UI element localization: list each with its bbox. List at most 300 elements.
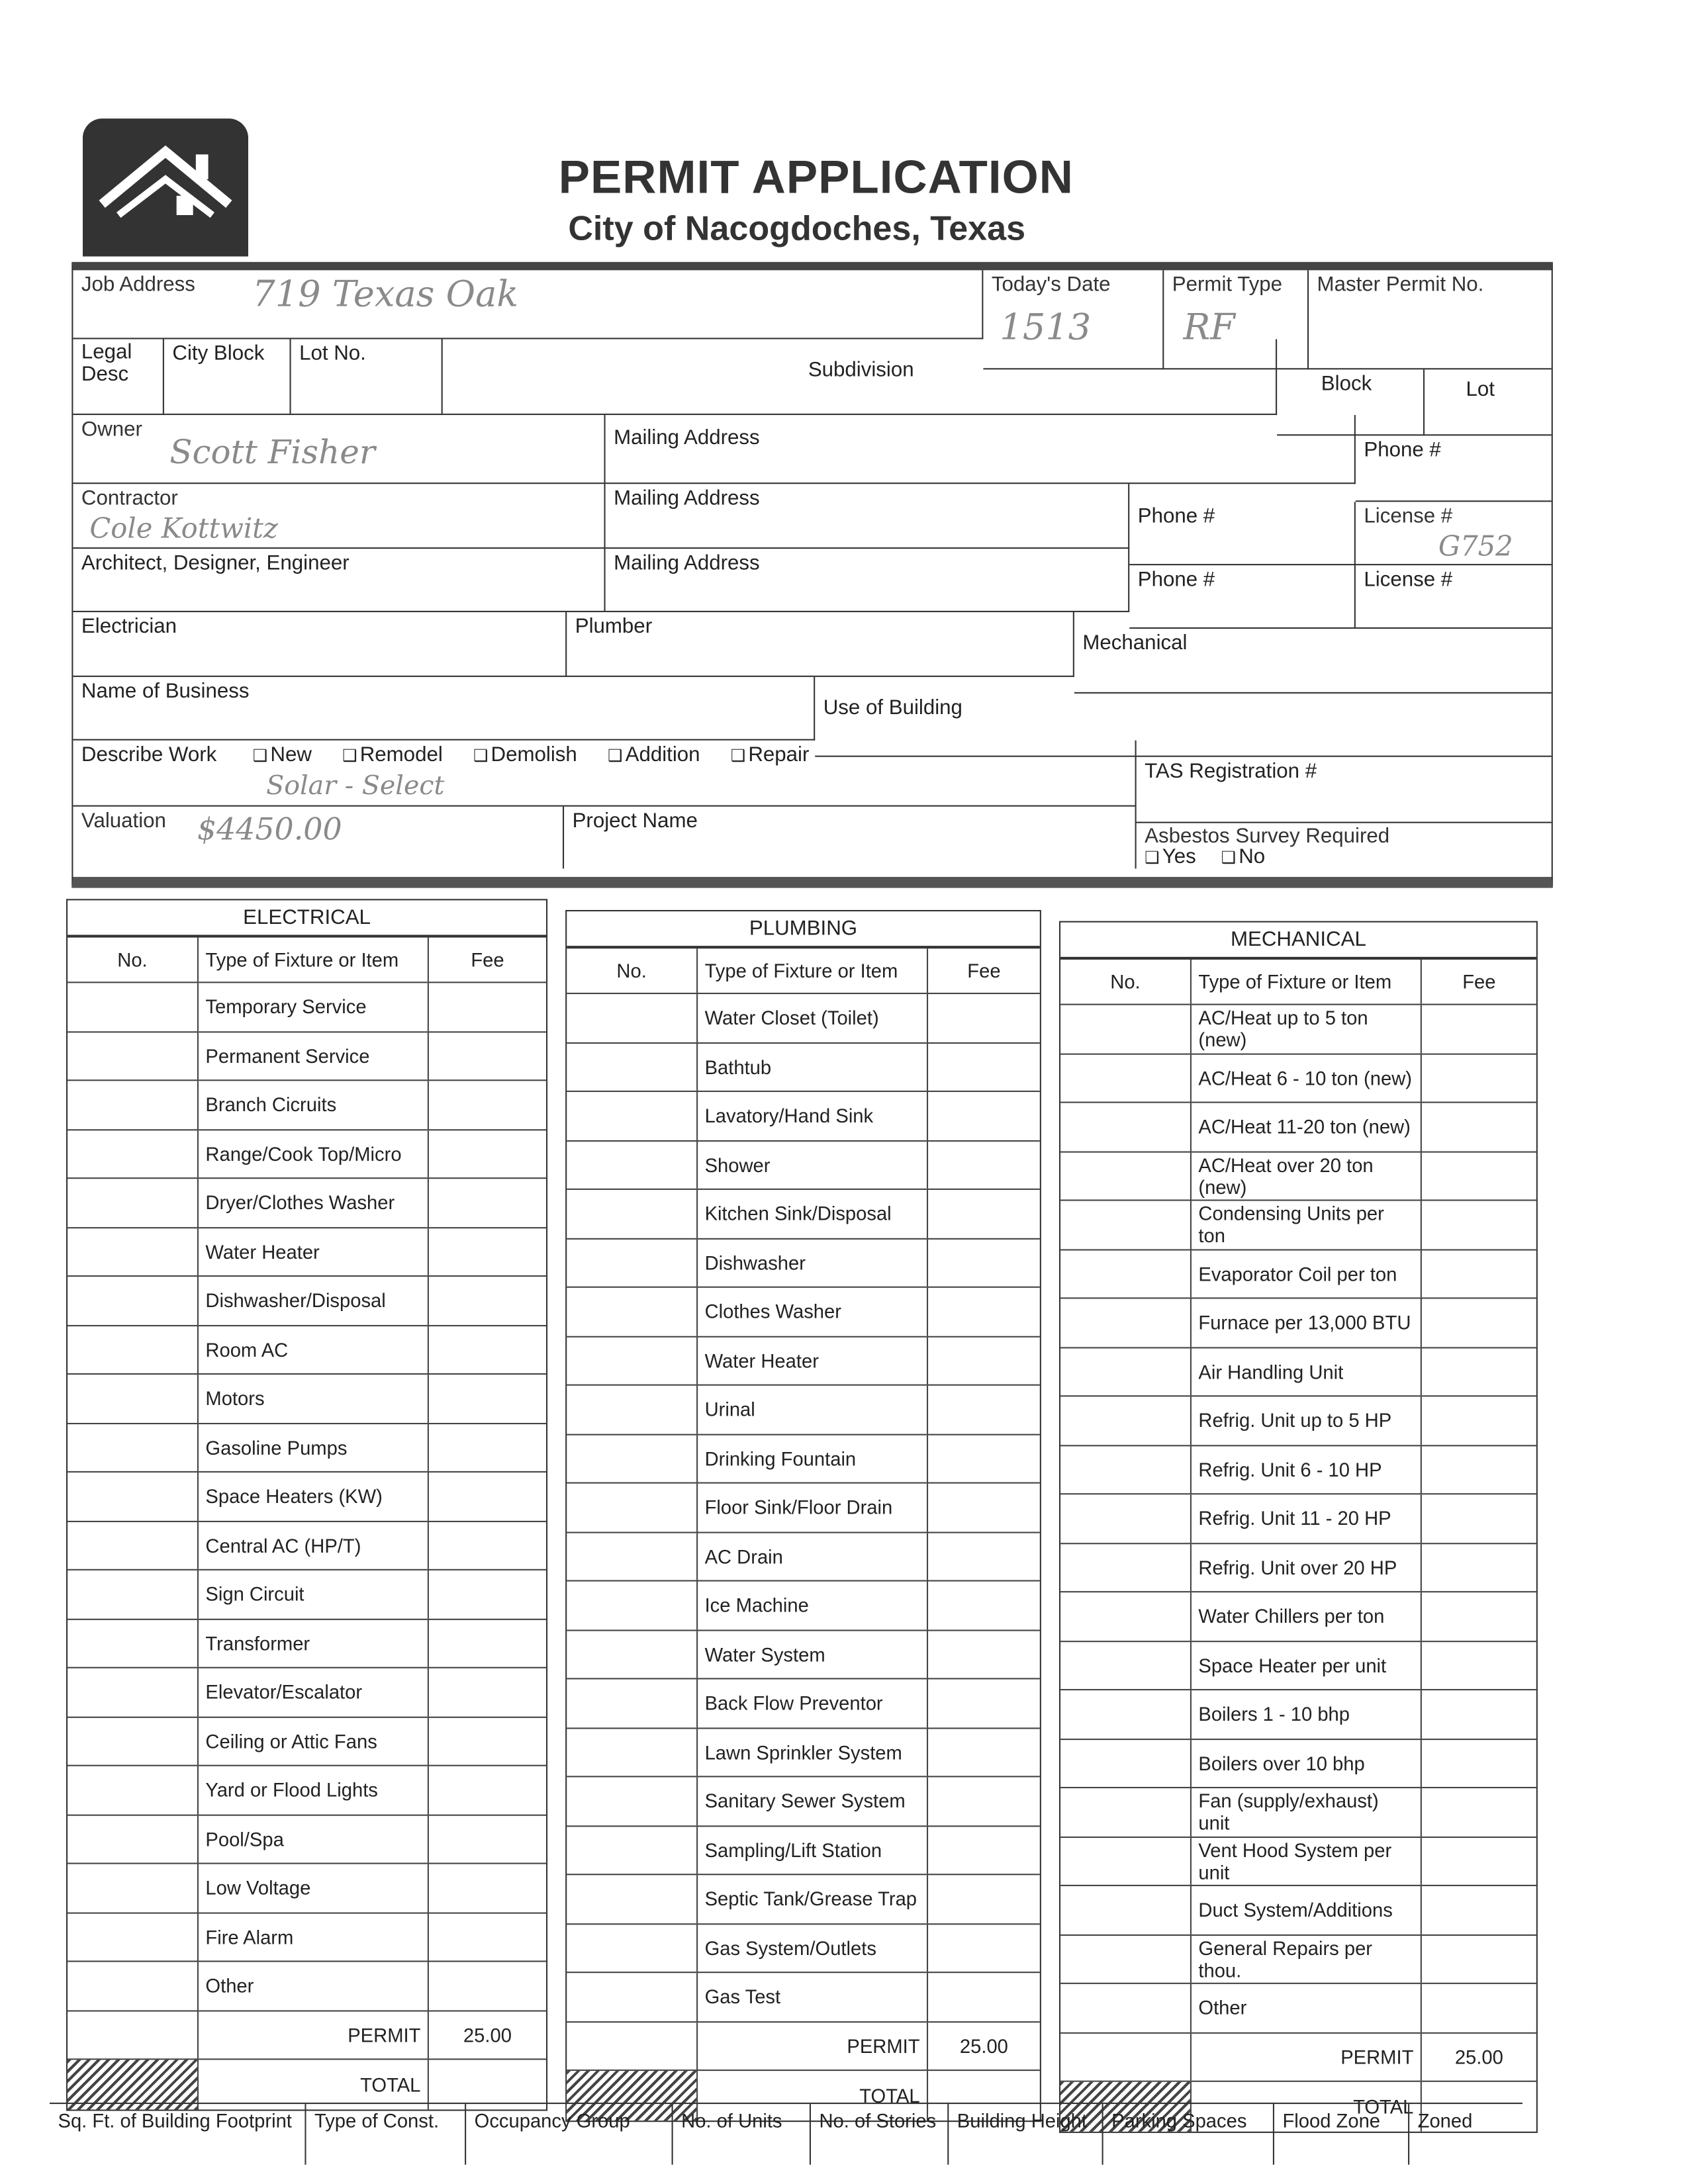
no-of-units-field[interactable]: No. of Units bbox=[673, 2104, 811, 2165]
table-row bbox=[1060, 1837, 1536, 1886]
quantity-cell[interactable] bbox=[1060, 1739, 1192, 1787]
quantity-cell[interactable] bbox=[1060, 1592, 1192, 1640]
col-header-no: No. bbox=[567, 948, 698, 993]
architect-license-field[interactable]: License # bbox=[1356, 565, 1552, 629]
fee-cell[interactable] bbox=[429, 1815, 546, 1863]
quantity-cell[interactable] bbox=[68, 1913, 199, 1961]
quantity-cell[interactable] bbox=[68, 1522, 199, 1569]
quantity-cell[interactable] bbox=[1060, 1298, 1192, 1346]
label: License # bbox=[1364, 504, 1453, 528]
blank-cell bbox=[567, 2022, 698, 2070]
fee-cell[interactable] bbox=[928, 1533, 1040, 1580]
table-row bbox=[1060, 1103, 1536, 1152]
quantity-cell[interactable] bbox=[567, 1288, 698, 1336]
quantity-cell[interactable] bbox=[68, 1815, 199, 1863]
valuation-field[interactable] bbox=[73, 807, 564, 869]
fee-cell[interactable] bbox=[928, 1679, 1040, 1727]
label: Valuation bbox=[81, 809, 166, 833]
item-label: Urinal bbox=[698, 1386, 928, 1433]
quantity-cell[interactable] bbox=[68, 1179, 199, 1226]
quantity-cell[interactable] bbox=[68, 1228, 199, 1275]
quantity-cell[interactable] bbox=[567, 1582, 698, 1629]
fee-cell[interactable] bbox=[429, 1032, 546, 1079]
item-label: Gas System/Outlets bbox=[698, 1924, 928, 1972]
table-row bbox=[68, 1864, 546, 1913]
table-row bbox=[567, 1582, 1040, 1631]
table-row bbox=[68, 1962, 546, 2011]
item-label: Space Heater per unit bbox=[1192, 1641, 1422, 1689]
table-row bbox=[68, 1032, 546, 1081]
quantity-cell[interactable] bbox=[68, 1375, 199, 1422]
remodel-checkbox[interactable]: ❑ Remodel bbox=[342, 743, 443, 766]
quantity-cell[interactable] bbox=[68, 1424, 199, 1471]
quantity-cell[interactable] bbox=[1060, 1347, 1192, 1395]
quantity-cell[interactable] bbox=[567, 1777, 698, 1825]
architect-field[interactable]: Architect, Designer, Engineer bbox=[73, 549, 605, 612]
hatched-cell bbox=[68, 2060, 199, 2109]
item-label: Water Closet (Toilet) bbox=[698, 994, 928, 1042]
type-of-const-field[interactable]: Type of Const. bbox=[306, 2104, 466, 2165]
quantity-cell[interactable] bbox=[1060, 1445, 1192, 1493]
permit-label: PERMIT bbox=[698, 2022, 928, 2070]
subdivision-field[interactable]: Subdivision bbox=[443, 339, 1277, 415]
fee-cell[interactable] bbox=[429, 1473, 546, 1520]
item-label: AC Drain bbox=[698, 1533, 928, 1580]
electrical-fee-table bbox=[66, 899, 547, 2110]
table-row bbox=[567, 1337, 1040, 1386]
table-row bbox=[567, 1875, 1040, 1924]
table-row bbox=[1060, 1347, 1536, 1396]
table-row bbox=[567, 1043, 1040, 1092]
fee-cell[interactable] bbox=[1422, 1739, 1536, 1787]
new-checkbox[interactable]: ❑ New bbox=[253, 743, 312, 766]
house-icon bbox=[83, 118, 248, 256]
item-label: Other bbox=[1192, 1984, 1422, 2032]
table-row bbox=[567, 1631, 1040, 1680]
quantity-cell[interactable] bbox=[567, 1533, 698, 1580]
item-label: Clothes Washer bbox=[698, 1288, 928, 1336]
quantity-cell[interactable] bbox=[567, 1924, 698, 1972]
table-row bbox=[567, 1679, 1040, 1728]
total-label: TOTAL bbox=[199, 2060, 429, 2109]
quantity-cell[interactable] bbox=[68, 1668, 199, 1716]
quantity-cell[interactable] bbox=[1060, 1494, 1192, 1542]
fee-cell[interactable] bbox=[1422, 1298, 1536, 1346]
quantity-cell[interactable] bbox=[68, 1130, 199, 1177]
asbestos-yes-checkbox[interactable]: ❑ Yes bbox=[1145, 845, 1196, 868]
fee-cell[interactable] bbox=[429, 1326, 546, 1373]
quantity-cell[interactable] bbox=[567, 1190, 698, 1238]
item-label: Water Chillers per ton bbox=[1192, 1592, 1422, 1640]
item-label: Lavatory/Hand Sink bbox=[698, 1092, 928, 1140]
table-row bbox=[1060, 1445, 1536, 1494]
table-row bbox=[567, 1924, 1040, 1973]
table-row bbox=[567, 1435, 1040, 1484]
fee-cell[interactable] bbox=[429, 1766, 546, 1814]
fee-cell[interactable] bbox=[429, 1913, 546, 1961]
item-label: Floor Sink/Floor Drain bbox=[698, 1484, 928, 1531]
quantity-cell[interactable] bbox=[68, 1032, 199, 1079]
fee-cell[interactable] bbox=[928, 1239, 1040, 1287]
quantity-cell[interactable] bbox=[1060, 1984, 1192, 2032]
item-label: Branch Cicruits bbox=[199, 1081, 429, 1128]
master-permit-field[interactable] bbox=[1309, 270, 1552, 369]
table-row bbox=[1060, 1788, 1536, 1837]
use-of-building-field[interactable]: Use of Building bbox=[815, 694, 1551, 757]
table-row bbox=[567, 1288, 1040, 1337]
fee-cell[interactable] bbox=[429, 1228, 546, 1275]
fee-cell[interactable] bbox=[928, 1924, 1040, 1972]
item-label: Sanitary Sewer System bbox=[698, 1777, 928, 1825]
fee-cell[interactable] bbox=[1422, 1935, 1536, 1983]
label: Master Permit No. bbox=[1317, 273, 1484, 296]
fee-cell[interactable] bbox=[429, 1962, 546, 2010]
parking-spaces-field[interactable]: Parking Spaces bbox=[1103, 2104, 1274, 2165]
item-label: Shower bbox=[698, 1141, 928, 1189]
table-row bbox=[68, 1375, 546, 1424]
item-label: Permanent Service bbox=[199, 1032, 429, 1079]
table-row bbox=[567, 1484, 1040, 1533]
quantity-cell[interactable] bbox=[1060, 1690, 1192, 1738]
item-label: Refrig. Unit up to 5 HP bbox=[1192, 1396, 1422, 1444]
architect-mailing-address-field[interactable]: Mailing Address bbox=[606, 549, 1130, 612]
fee-cell[interactable] bbox=[1422, 1641, 1536, 1689]
mechanical-table-title: MECHANICAL bbox=[1060, 923, 1536, 960]
fee-cell[interactable] bbox=[928, 1826, 1040, 1874]
fee-cell[interactable] bbox=[429, 1130, 546, 1177]
table-row bbox=[1060, 1592, 1536, 1641]
table-row bbox=[567, 1190, 1040, 1239]
quantity-cell[interactable] bbox=[567, 1239, 698, 1287]
fee-cell[interactable] bbox=[928, 1141, 1040, 1189]
quantity-cell[interactable] bbox=[1060, 1543, 1192, 1591]
lot-field[interactable]: Lot bbox=[1425, 369, 1552, 435]
table-row bbox=[1060, 1984, 1536, 2033]
quantity-cell[interactable] bbox=[1060, 1837, 1192, 1885]
occupancy-group-field[interactable]: Occupancy Group bbox=[466, 2104, 673, 2165]
col-header-no: No. bbox=[1060, 960, 1192, 1004]
item-label: Gas Test bbox=[698, 1973, 928, 2021]
item-label: Kitchen Sink/Disposal bbox=[698, 1190, 928, 1238]
fee-cell[interactable] bbox=[1422, 1152, 1536, 1200]
block-field[interactable]: Block bbox=[1277, 369, 1425, 435]
fee-cell[interactable] bbox=[429, 983, 546, 1030]
quantity-cell[interactable] bbox=[68, 1081, 199, 1128]
describe-work-value: Solar - Select bbox=[266, 770, 445, 801]
fee-cell[interactable] bbox=[429, 1522, 546, 1569]
fee-cell[interactable] bbox=[1422, 1054, 1536, 1102]
fee-cell[interactable] bbox=[429, 1668, 546, 1716]
blank-cell bbox=[68, 2011, 199, 2058]
label: Describe Work bbox=[81, 743, 217, 767]
mechanical-field[interactable]: Mechanical bbox=[1074, 629, 1552, 694]
sq-ft-field[interactable]: Sq. Ft. of Building Footprint bbox=[50, 2104, 306, 2165]
quantity-cell[interactable] bbox=[567, 1043, 698, 1091]
mechanical-fee-table bbox=[1059, 921, 1538, 2132]
col-header-fee: Fee bbox=[967, 959, 1001, 982]
quantity-cell[interactable] bbox=[567, 1875, 698, 1923]
item-label: Boilers over 10 bhp bbox=[1192, 1739, 1422, 1787]
quantity-cell[interactable] bbox=[68, 1717, 199, 1765]
table-row bbox=[1060, 1494, 1536, 1543]
item-label: Ceiling or Attic Fans bbox=[199, 1717, 429, 1765]
quantity-cell[interactable] bbox=[567, 1386, 698, 1433]
contractor-field[interactable] bbox=[73, 484, 605, 549]
item-label: Boilers 1 - 10 bhp bbox=[1192, 1690, 1422, 1738]
quantity-cell[interactable] bbox=[567, 1826, 698, 1874]
item-label: General Repairs per thou. bbox=[1192, 1935, 1422, 1983]
table-row bbox=[68, 1130, 546, 1179]
fee-cell[interactable] bbox=[928, 1875, 1040, 1923]
architect-phone-field[interactable]: Phone # bbox=[1129, 565, 1356, 629]
item-label: Water System bbox=[698, 1631, 928, 1678]
table-row bbox=[567, 1386, 1040, 1435]
label: Asbestos Survey Required bbox=[1145, 824, 1390, 848]
item-label: Motors bbox=[199, 1375, 429, 1422]
fee-cell[interactable] bbox=[1422, 1690, 1536, 1738]
page-title: PERMIT APPLICATION bbox=[558, 152, 1074, 205]
fee-cell[interactable] bbox=[928, 1582, 1040, 1629]
contractor-license-field[interactable] bbox=[1356, 502, 1552, 565]
owner-mailing-address-field[interactable]: Mailing Address bbox=[606, 415, 1356, 484]
fee-cell[interactable] bbox=[429, 1277, 546, 1324]
fee-cell[interactable] bbox=[1422, 1201, 1536, 1249]
fee-cell[interactable] bbox=[928, 1337, 1040, 1385]
permit-row bbox=[68, 2011, 546, 2060]
item-label: AC/Heat over 20 ton (new) bbox=[1192, 1152, 1422, 1200]
item-label: Dryer/Clothes Washer bbox=[199, 1179, 429, 1226]
item-label: Gasoline Pumps bbox=[199, 1424, 429, 1471]
asbestos-no-checkbox[interactable]: ❑ No bbox=[1221, 845, 1266, 868]
quantity-cell[interactable] bbox=[567, 1973, 698, 2021]
quantity-cell[interactable] bbox=[567, 994, 698, 1042]
col-header-fee: Fee bbox=[471, 948, 504, 971]
fee-cell[interactable] bbox=[1422, 1494, 1536, 1542]
quantity-cell[interactable] bbox=[1060, 1250, 1192, 1298]
table-row bbox=[68, 1522, 546, 1570]
fee-cell[interactable] bbox=[429, 1424, 546, 1471]
contractor-mailing-address-field[interactable]: Mailing Address bbox=[606, 484, 1130, 549]
quantity-cell[interactable] bbox=[68, 1473, 199, 1520]
contractor-value: Cole Kottwitz bbox=[89, 511, 278, 545]
permit-fee: 25.00 bbox=[463, 2023, 512, 2046]
fee-cell[interactable] bbox=[429, 1081, 546, 1128]
table-row bbox=[567, 994, 1040, 1043]
valuation-value: $4450.00 bbox=[197, 813, 342, 848]
permit-type-value: RF bbox=[1183, 307, 1235, 349]
blank-cell bbox=[1060, 2033, 1192, 2081]
fee-cell[interactable] bbox=[429, 1570, 546, 1618]
fee-cell[interactable] bbox=[429, 1864, 546, 1912]
label: Contractor bbox=[81, 486, 178, 510]
quantity-cell[interactable] bbox=[567, 1728, 698, 1776]
city-block-field[interactable]: City Block bbox=[164, 339, 291, 415]
quantity-cell[interactable] bbox=[68, 1570, 199, 1618]
business-name-field[interactable]: Name of Business bbox=[73, 677, 815, 741]
fee-cell[interactable] bbox=[429, 1619, 546, 1667]
table-row bbox=[1060, 1886, 1536, 1935]
quantity-cell[interactable] bbox=[1060, 1152, 1192, 1200]
fee-cell[interactable] bbox=[1422, 1543, 1536, 1591]
fee-cell[interactable] bbox=[1422, 1347, 1536, 1395]
tas-registration-field[interactable]: TAS Registration # bbox=[1137, 757, 1552, 823]
fee-cell[interactable] bbox=[1422, 1837, 1536, 1885]
fee-cell[interactable] bbox=[928, 1092, 1040, 1140]
fee-cell[interactable] bbox=[928, 1484, 1040, 1531]
table-row bbox=[68, 1179, 546, 1228]
addition-checkbox[interactable]: ❑ Addition bbox=[608, 743, 700, 766]
item-label: Vent Hood System per unit bbox=[1192, 1837, 1422, 1885]
quantity-cell[interactable] bbox=[567, 1484, 698, 1531]
table-row bbox=[68, 1424, 546, 1473]
item-label: Dishwasher bbox=[698, 1239, 928, 1287]
owner-field[interactable] bbox=[73, 415, 605, 484]
contractor-phone-field[interactable]: Phone # bbox=[1129, 502, 1356, 565]
quantity-cell[interactable] bbox=[1060, 1005, 1192, 1053]
table-row bbox=[567, 1533, 1040, 1582]
fee-cell[interactable] bbox=[429, 1179, 546, 1226]
zoned-field[interactable]: Zoned bbox=[1417, 2109, 1473, 2132]
item-label: Space Heaters (KW) bbox=[199, 1473, 429, 1520]
table-row bbox=[1060, 1396, 1536, 1445]
fee-cell[interactable] bbox=[928, 994, 1040, 1042]
quantity-cell[interactable] bbox=[1060, 1103, 1192, 1151]
total-label: TOTAL bbox=[1192, 2082, 1422, 2131]
item-label: Drinking Fountain bbox=[698, 1435, 928, 1482]
quantity-cell[interactable] bbox=[1060, 1201, 1192, 1249]
fee-cell[interactable] bbox=[1422, 1005, 1536, 1053]
quantity-cell[interactable] bbox=[68, 1864, 199, 1912]
fee-cell[interactable] bbox=[1422, 1250, 1536, 1298]
fee-cell[interactable] bbox=[429, 1375, 546, 1422]
quantity-cell[interactable] bbox=[68, 1962, 199, 2010]
fee-cell[interactable] bbox=[928, 1728, 1040, 1776]
table-row bbox=[68, 1228, 546, 1277]
job-address-value: 719 Texas Oak bbox=[252, 274, 519, 316]
project-name-field[interactable]: Project Name bbox=[564, 807, 1137, 869]
item-label: Fan (supply/exhaust) unit bbox=[1192, 1788, 1422, 1836]
quantity-cell[interactable] bbox=[68, 983, 199, 1030]
repair-checkbox[interactable]: ❑ Repair bbox=[731, 743, 810, 766]
quantity-cell[interactable] bbox=[68, 1326, 199, 1373]
quantity-cell[interactable] bbox=[567, 1631, 698, 1678]
item-label: Transformer bbox=[199, 1619, 429, 1667]
table-row bbox=[567, 1092, 1040, 1141]
plumbing-fee-table bbox=[565, 910, 1041, 2121]
fee-cell[interactable] bbox=[928, 1435, 1040, 1482]
fee-cell[interactable] bbox=[928, 1386, 1040, 1433]
fee-cell[interactable] bbox=[1422, 1103, 1536, 1151]
quantity-cell[interactable] bbox=[68, 1619, 199, 1667]
fee-cell[interactable] bbox=[928, 1043, 1040, 1091]
table-row bbox=[1060, 1005, 1536, 1054]
item-label: Temporary Service bbox=[199, 983, 429, 1030]
item-label: Water Heater bbox=[698, 1337, 928, 1385]
owner-value: Scott Fisher bbox=[169, 433, 375, 472]
quantity-cell[interactable] bbox=[567, 1092, 698, 1140]
item-label: Yard or Flood Lights bbox=[199, 1766, 429, 1814]
quantity-cell[interactable] bbox=[567, 1141, 698, 1189]
item-label: Elevator/Escalator bbox=[199, 1668, 429, 1716]
no-of-stories-field[interactable]: No. of Stories bbox=[811, 2104, 949, 2165]
item-label: AC/Heat 6 - 10 ton (new) bbox=[1192, 1054, 1422, 1102]
fee-cell[interactable] bbox=[928, 1777, 1040, 1825]
owner-phone-field[interactable]: Phone # bbox=[1356, 435, 1552, 502]
quantity-cell[interactable] bbox=[567, 1435, 698, 1482]
quantity-cell[interactable] bbox=[68, 1766, 199, 1814]
label: Today's Date bbox=[991, 273, 1111, 296]
table-row bbox=[567, 1826, 1040, 1875]
applicant-info-form bbox=[71, 262, 1552, 888]
electrical-table-title: ELECTRICAL bbox=[68, 900, 546, 937]
page-subtitle: City of Nacogdoches, Texas bbox=[568, 209, 1026, 248]
flood-zone-field[interactable]: Flood Zone bbox=[1274, 2104, 1409, 2165]
total-fee-cell[interactable] bbox=[429, 2060, 546, 2109]
table-row bbox=[1060, 1690, 1536, 1739]
fee-cell[interactable] bbox=[429, 1717, 546, 1765]
table-row bbox=[1060, 1152, 1536, 1201]
contractor-license-value: G752 bbox=[1438, 529, 1513, 563]
item-label: Dishwasher/Disposal bbox=[199, 1277, 429, 1324]
building-height-field[interactable]: Building Height bbox=[949, 2104, 1103, 2165]
plumber-field[interactable]: Plumber bbox=[567, 612, 1074, 677]
table-row bbox=[1060, 1201, 1536, 1250]
item-label: Fire Alarm bbox=[199, 1913, 429, 1961]
table-row bbox=[567, 1239, 1040, 1288]
item-label: Evaporator Coil per ton bbox=[1192, 1250, 1422, 1298]
table-row bbox=[1060, 1543, 1536, 1592]
fee-cell[interactable] bbox=[1422, 1984, 1536, 2032]
quantity-cell[interactable] bbox=[1060, 1935, 1192, 1983]
quantity-cell[interactable] bbox=[1060, 1054, 1192, 1102]
item-label: Bathtub bbox=[698, 1043, 928, 1091]
fee-cell[interactable] bbox=[928, 1288, 1040, 1336]
item-label: AC/Heat 11-20 ton (new) bbox=[1192, 1103, 1422, 1151]
describe-work-field[interactable] bbox=[73, 741, 1136, 807]
job-address-field[interactable] bbox=[73, 270, 983, 339]
item-label: Ice Machine bbox=[698, 1582, 928, 1629]
item-label: Pool/Spa bbox=[199, 1815, 429, 1863]
fee-cell[interactable] bbox=[1422, 1445, 1536, 1493]
quantity-cell[interactable] bbox=[1060, 1886, 1192, 1934]
fee-cell[interactable] bbox=[928, 1190, 1040, 1238]
quantity-cell[interactable] bbox=[1060, 1641, 1192, 1689]
item-label: Central AC (HP/T) bbox=[199, 1522, 429, 1569]
quantity-cell[interactable] bbox=[68, 1277, 199, 1324]
quantity-cell[interactable] bbox=[567, 1679, 698, 1727]
fee-cell[interactable] bbox=[1422, 1592, 1536, 1640]
table-row bbox=[68, 1717, 546, 1766]
item-label: Range/Cook Top/Micro bbox=[199, 1130, 429, 1177]
label: Job Address bbox=[81, 273, 195, 296]
fee-cell[interactable] bbox=[1422, 1788, 1536, 1836]
fee-cell[interactable] bbox=[928, 1631, 1040, 1678]
label: Owner bbox=[81, 418, 142, 441]
quantity-cell[interactable] bbox=[567, 1337, 698, 1385]
fee-cell[interactable] bbox=[928, 1973, 1040, 2021]
demolish-checkbox[interactable]: ❑ Demolish bbox=[473, 743, 577, 766]
quantity-cell[interactable] bbox=[1060, 1396, 1192, 1444]
quantity-cell[interactable] bbox=[1060, 1788, 1192, 1836]
table-row bbox=[68, 1081, 546, 1130]
table-row bbox=[1060, 1054, 1536, 1103]
electrician-field[interactable]: Electrician bbox=[73, 612, 567, 677]
fee-cell[interactable] bbox=[1422, 1396, 1536, 1444]
lot-no-field[interactable]: Lot No. bbox=[291, 339, 443, 415]
fee-cell[interactable] bbox=[1422, 1886, 1536, 1934]
col-header-type: Type of Fixture or Item bbox=[698, 948, 928, 993]
table-row bbox=[68, 1815, 546, 1864]
